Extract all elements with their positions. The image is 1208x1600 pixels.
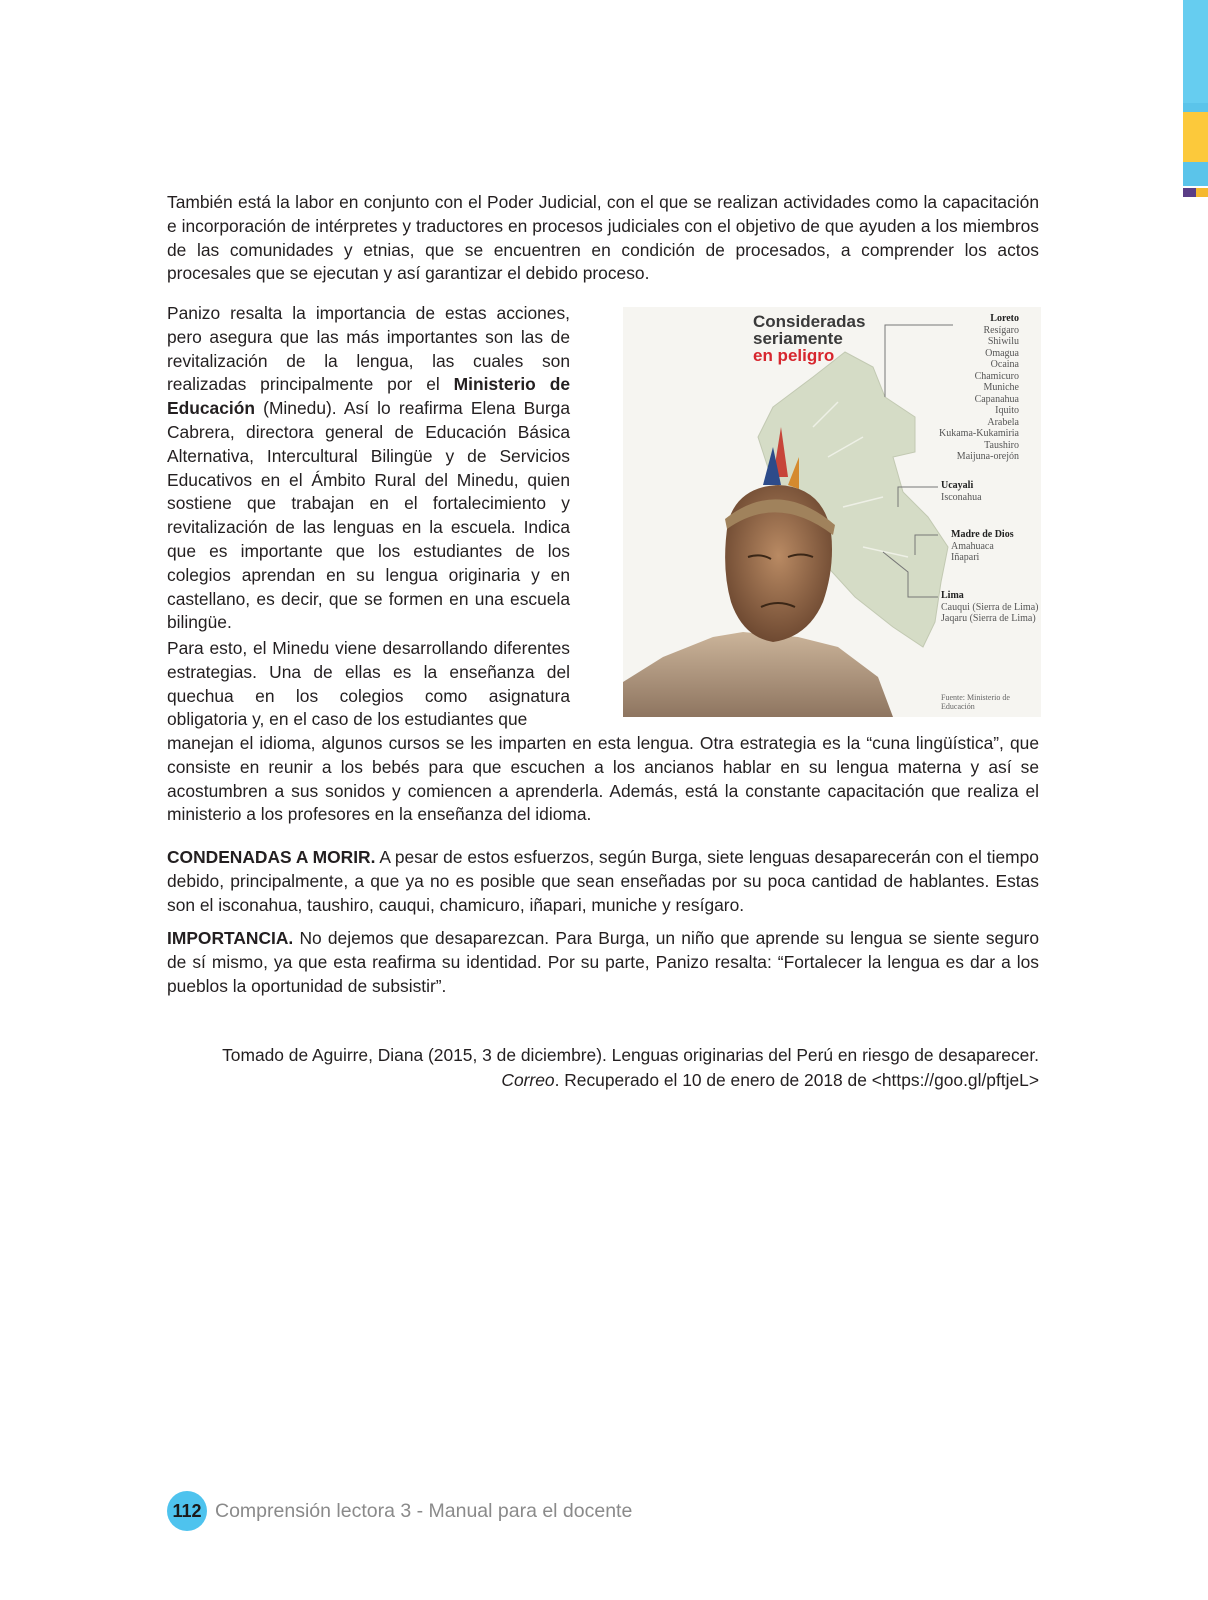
language-item: Isconahua — [941, 491, 982, 503]
condenadas-paragraph — [167, 846, 1039, 917]
condenadas-heading: CONDENADAS A MORIR. — [167, 847, 376, 867]
page-footer — [167, 1491, 632, 1531]
citation-line1: Tomado de Aguirre, Diana (2015, 3 de diciembre). Lenguas originarias del Perú en riesgo de desaparecer. — [222, 1045, 1039, 1065]
minedu-paragraph-full — [167, 732, 1039, 827]
language-item: Arabela — [987, 416, 1019, 428]
language-item: Iñapari — [951, 552, 980, 563]
side-tab-blue-stripe — [1183, 103, 1208, 112]
condenadas-text — [167, 846, 1039, 917]
side-tab-blue-lower — [1183, 162, 1208, 186]
language-item: Amahuaca — [951, 540, 994, 552]
region-name: Madre de Dios — [951, 529, 1014, 540]
figure-source: Fuente: Ministerio de Educación — [941, 693, 1010, 711]
language-item: Capanahua — [974, 393, 1019, 405]
condenadas-body: A pesar de estos esfuerzos, según Burga, siete lenguas desaparecerán con el tiempo debido, principalmente, a que ya no es posible que sean enseñadas por su poca cantidad de hablantes. Estas son el isconahua, taushiro, cauqui, chamicuro, iñapari, muniche y resígaro. — [167, 847, 1039, 915]
panizo-text — [167, 302, 570, 635]
figure-title — [753, 313, 865, 364]
panizo-paragraph — [167, 302, 570, 635]
language-item: Shiwilu — [987, 336, 1019, 347]
language-item: Resígaro — [983, 324, 1019, 336]
citation-line2-rest: . Recuperado el 10 de enero de 2018 de <https://goo.gl/pftjeL> — [554, 1069, 1039, 1090]
figure-title-line3: en peligro — [753, 346, 835, 365]
book-title: Comprensión lectora 3 - Manual para el docente — [215, 1499, 633, 1522]
person-shirt — [623, 632, 893, 717]
citation — [167, 1043, 1039, 1092]
language-item: Muniche — [983, 382, 1019, 393]
legend-madre-de-dios — [951, 529, 1014, 564]
minedu-paragraph-col — [167, 637, 570, 732]
figure-title-line1: Consideradas — [753, 312, 866, 331]
importancia-paragraph — [167, 927, 1039, 998]
citation-line2 — [167, 1068, 1039, 1093]
legend-loreto — [939, 313, 1019, 463]
legend-ucayali — [941, 480, 982, 503]
importancia-text — [167, 927, 1039, 998]
side-tab-yellow — [1183, 112, 1208, 162]
minedu-text-col: Para esto, el Minedu viene desarrollando diferentes estrategias. Una de ellas es la enseñanza del quechua en los colegios como asignatura obligatoria y, en el caso de los estudiantes que — [167, 638, 570, 730]
intro-paragraph — [167, 191, 1039, 286]
ministerio-bold: Ministerio de Educación — [167, 374, 570, 419]
language-item: Jaqaru (Sierra de Lima) — [941, 613, 1036, 624]
intro-text: También está la labor en conjunto con el Poder Judicial, con el que se realizan actividades como la capacitación e incorporación de intérpretes y traductores en procesos judiciales con el objetivo de que ayuden a los miembros de las comunidades y etnias, que se encuentren en condición de procesados, a comprender los actos procesales que se ejecutan y así garantizar el debido proceso. — [167, 192, 1039, 284]
importancia-heading: IMPORTANCIA. — [167, 928, 294, 948]
side-tab-amber — [1196, 188, 1208, 197]
citation-source: Correo — [501, 1069, 555, 1090]
language-item: Taushiro — [984, 439, 1019, 451]
language-item: Omagua — [985, 347, 1019, 359]
side-tab-purple — [1183, 188, 1196, 197]
legend-lima — [941, 590, 1038, 625]
language-item: Cauqui (Sierra de Lima) — [941, 601, 1039, 613]
minedu-text-full: manejan el idioma, algunos cursos se les imparten en esta lengua. Otra estrategia es la “cuna lingüística”, que consiste en reunir a los bebés para que escuchen a los ancianos hablar en su lengua materna y así se acostumbren a sus sonidos y comiencen a aprenderla. Además, está la constante capacitación que realiza el ministerio a los profesores en la enseñanza del idioma. — [167, 733, 1039, 825]
endangered-languages-figure — [623, 307, 1041, 717]
panizo-text-part2: (Minedu). Así lo reafirma Elena Burga Cabrera, directora general de Educación Básica Alternativa, Intercultural Bilingüe y de Servicios Educativos en el Ámbito Rural del Minedu, quien sostiene que trabajan en el fortalecimiento y revitalización de las lenguas en la escuela. Indica que es importante que los estudiantes de los colegios aprendan en su lengua originaria y en castellano, es decir, que se formen en una escuela bilingüe. — [167, 398, 570, 633]
page-number-badge: 112 — [167, 1491, 207, 1531]
language-item: Maijuna-orejón — [956, 451, 1019, 462]
language-item: Kukama-Kukamiria — [939, 428, 1019, 439]
side-tab-blue — [1183, 0, 1208, 103]
region-name: Ucayali — [941, 480, 974, 491]
language-item: Iquito — [995, 405, 1019, 416]
panizo-text-part1: Panizo resalta la importancia de estas acciones, pero asegura que las más importantes son las de revitalización de la lengua, las cuales son realizadas principalmente por el — [167, 303, 570, 395]
region-name: Loreto — [990, 313, 1019, 324]
language-item: Chamicuro — [974, 370, 1019, 382]
importancia-body: No dejemos que desaparezcan. Para Burga, un niño que aprende su lengua se siente seguro de sí mismo, ya que esta reafirma su identidad. Por su parte, Panizo resalta: “Fortalecer la lengua es dar a los pueblos la oportunidad de subsistir”. — [167, 928, 1039, 996]
region-name: Lima — [941, 590, 964, 601]
figure-title-line2: seriamente — [753, 329, 843, 348]
language-item: Ocaina — [990, 359, 1019, 370]
